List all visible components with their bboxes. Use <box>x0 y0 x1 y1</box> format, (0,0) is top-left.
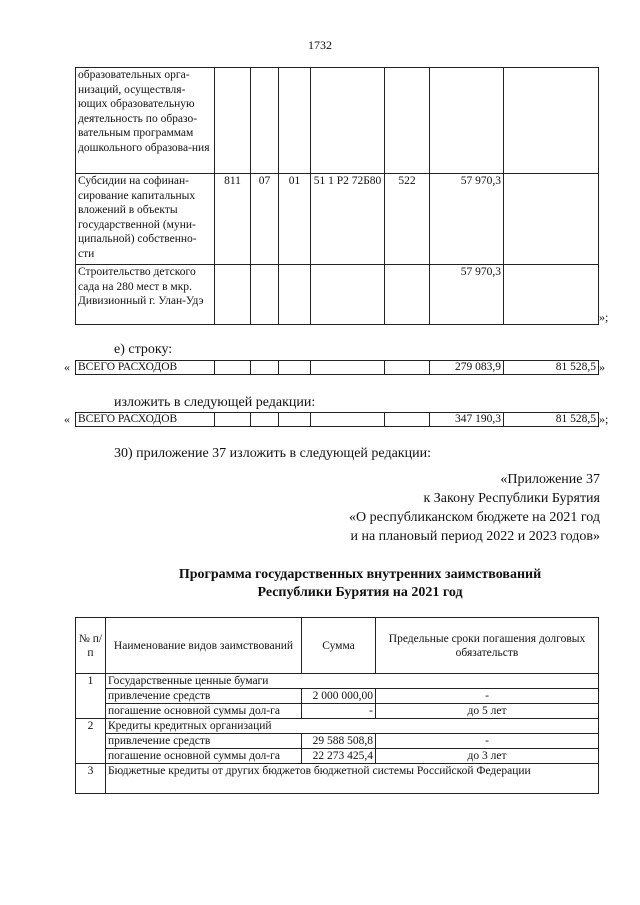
total-value-2: 81 528,5 <box>504 413 599 427</box>
open-quote: « <box>64 412 70 426</box>
table-header-row <box>76 618 599 674</box>
header-num: № п/п <box>76 618 106 674</box>
section-title: Бюджетные кредиты от других бюджетов бюджетной системы Российской Федерации <box>106 764 599 794</box>
table-row: погашение основной суммы дол-га - до 5 лет <box>76 704 599 719</box>
table-row <box>76 68 599 174</box>
row-code-section: 07 <box>251 174 279 265</box>
row-code-subsection: 01 <box>279 174 311 265</box>
row-code-target: 51 1 Р2 72Б80 <box>311 174 385 265</box>
page-title: Программа государственных внутренних заимствований Республики Бурятия на 2021 год <box>178 567 542 600</box>
header-name: Наименование видов заимствований <box>106 618 302 674</box>
section-e-label: е) строку: <box>114 342 173 357</box>
section-num: 3 <box>76 764 106 794</box>
table-row <box>76 764 599 794</box>
row-name: образовательных орга-низаций, осуществля-ющих образовательную деятельность по образо-вательным программам дошкольного образова-ния <box>76 68 215 174</box>
total-value-1: 279 083,9 <box>430 361 504 375</box>
item-30-text: 30) приложение 37 изложить в следующей редакции: <box>114 446 431 461</box>
total-row-new <box>75 412 599 427</box>
row-code-ministry: 811 <box>215 174 251 265</box>
total-value-1: 347 190,3 <box>430 413 504 427</box>
table-row <box>76 674 599 689</box>
section-num: 2 <box>76 719 106 764</box>
close-quote: »; <box>599 412 609 426</box>
table-row <box>76 719 599 734</box>
table-row: привлечение средств 2 000 000,00 - <box>76 689 599 704</box>
table-row <box>76 265 599 325</box>
total-label: ВСЕГО РАСХОДОВ <box>76 413 215 427</box>
total-label: ВСЕГО РАСХОДОВ <box>76 361 215 375</box>
row-code-type: 522 <box>385 174 430 265</box>
open-quote: « <box>64 360 70 374</box>
section-num: 1 <box>76 674 106 719</box>
replace-label: изложить в следующей редакции: <box>114 395 316 410</box>
section-title: Кредиты кредитных организаций <box>106 719 599 734</box>
table-row: погашение основной суммы дол-га 22 273 425,4 до 3 лет <box>76 749 599 764</box>
section-title: Государственные ценные бумаги <box>106 674 599 689</box>
row-name: Субсидии на софинан-сирование капитальных вложений в объекты государственной (муни-ципальной) собственно-сти <box>76 174 215 265</box>
table-row <box>76 413 599 427</box>
borrowing-table <box>75 617 599 794</box>
table-row <box>76 174 599 265</box>
row-amount: 57 970,3 <box>430 174 504 265</box>
header-terms: Предельные сроки погашения долговых обязательств <box>376 618 599 674</box>
table-row <box>76 361 599 375</box>
row-name: Строительство детского сада на 280 мест в мкр. Дивизионный г. Улан-Удэ <box>76 265 215 325</box>
total-value-2: 81 528,5 <box>504 361 599 375</box>
header-sum: Сумма <box>302 618 376 674</box>
table-row: привлечение средств 29 588 508,8 - <box>76 734 599 749</box>
appendix-caption: «Приложение 37 к Закону Республики Бурятия «О республиканском бюджете на 2021 год и на плановый период 2022 и 2023 годов» <box>349 472 600 544</box>
page-number: 1732 <box>308 38 332 52</box>
expense-table <box>75 67 599 325</box>
close-quote: » <box>599 360 605 374</box>
closing-quote: »; <box>599 310 609 324</box>
total-row-old <box>75 360 599 375</box>
row-amount: 57 970,3 <box>430 265 504 325</box>
